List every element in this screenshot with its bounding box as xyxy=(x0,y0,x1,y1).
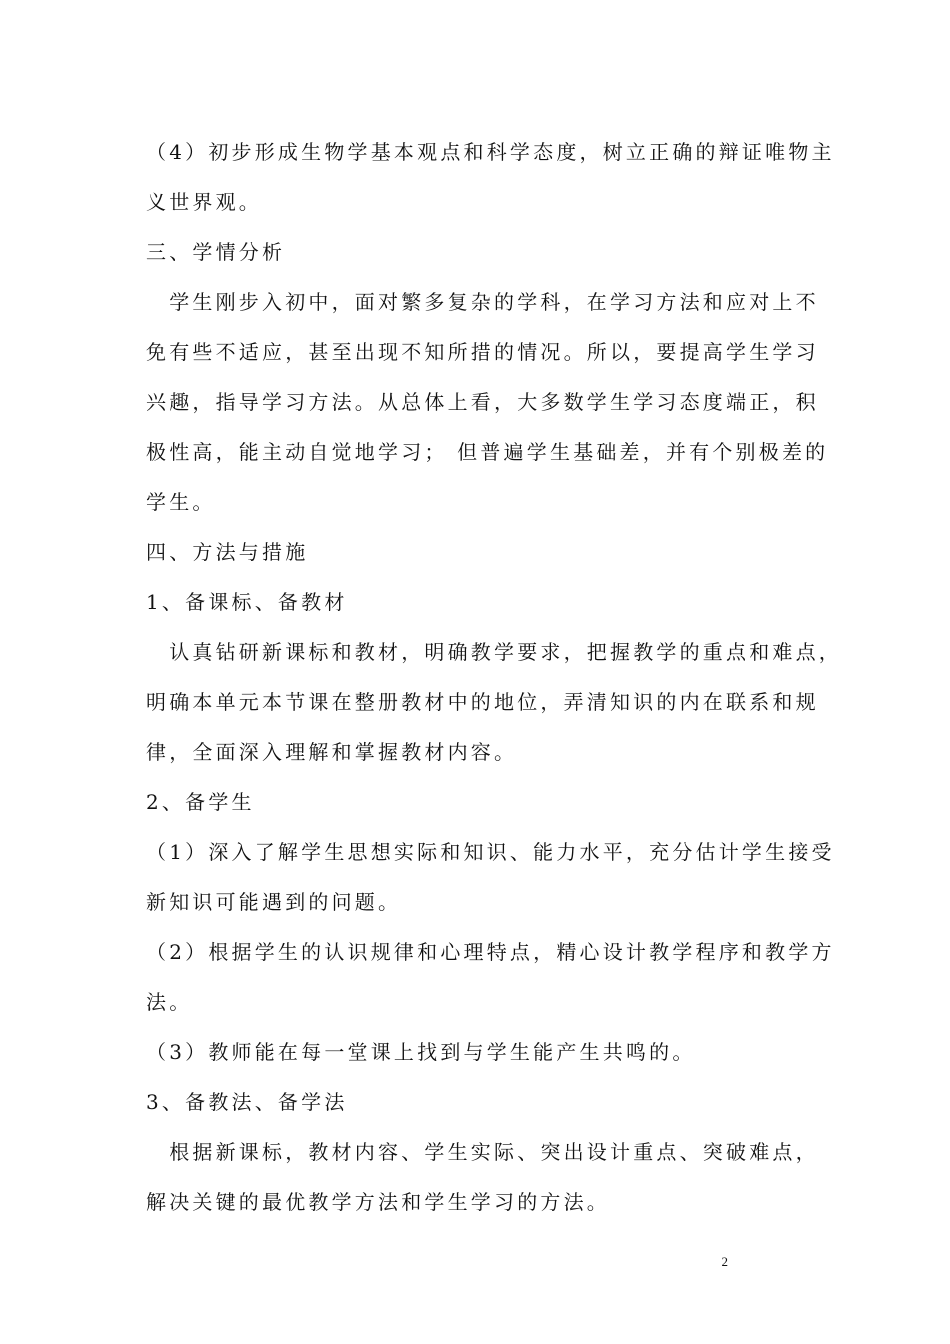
text-line: 新知识可能遇到的问题。 xyxy=(146,890,402,914)
text-line: 解决关键的最优教学方法和学生学习的方法。 xyxy=(146,1190,610,1214)
section-heading: 四、方法与措施 xyxy=(146,540,309,564)
text-line: （4）初步形成生物学基本观点和科学态度，树立正确的辩证唯物主 xyxy=(146,140,835,164)
text-line: 极性高，能主动自觉地学习； 但普遍学生基础差，并有个别极差的 xyxy=(146,440,829,464)
text-line: （2）根据学生的认识规律和心理特点，精心设计教学程序和教学方 xyxy=(146,940,835,964)
subsection-heading: 3、备教法、备学法 xyxy=(146,1090,348,1114)
text-line: （1）深入了解学生思想实际和知识、能力水平，充分估计学生接受 xyxy=(146,840,835,864)
text-line: 义世界观。 xyxy=(146,190,262,214)
text-line: 认真钻研新课标和教材，明确教学要求，把握教学的重点和难点， xyxy=(146,640,842,664)
text-line: 免有些不适应，甚至出现不知所措的情况。所以，要提高学生学习 xyxy=(146,340,819,364)
text-line: 律，全面深入理解和掌握教材内容。 xyxy=(146,740,518,764)
text-line: 学生。 xyxy=(146,490,216,514)
text-line: 明确本单元本节课在整册教材中的地位，弄清知识的内在联系和规 xyxy=(146,690,819,714)
text-line: 根据新课标，教材内容、学生实际、突出设计重点、突破难点， xyxy=(146,1140,819,1164)
text-line: （3）教师能在每一堂课上找到与学生能产生共鸣的。 xyxy=(146,1040,696,1064)
subsection-heading: 2、备学生 xyxy=(146,790,255,814)
section-heading: 三、学情分析 xyxy=(146,240,286,264)
page-number: 2 xyxy=(721,1254,728,1269)
text-line: 学生刚步入初中，面对繁多复杂的学科，在学习方法和应对上不 xyxy=(146,290,819,314)
text-line: 兴趣，指导学习方法。从总体上看，大多数学生学习态度端正，积 xyxy=(146,390,819,414)
text-line: 法。 xyxy=(146,990,193,1014)
subsection-heading: 1、备课标、备教材 xyxy=(146,590,348,614)
